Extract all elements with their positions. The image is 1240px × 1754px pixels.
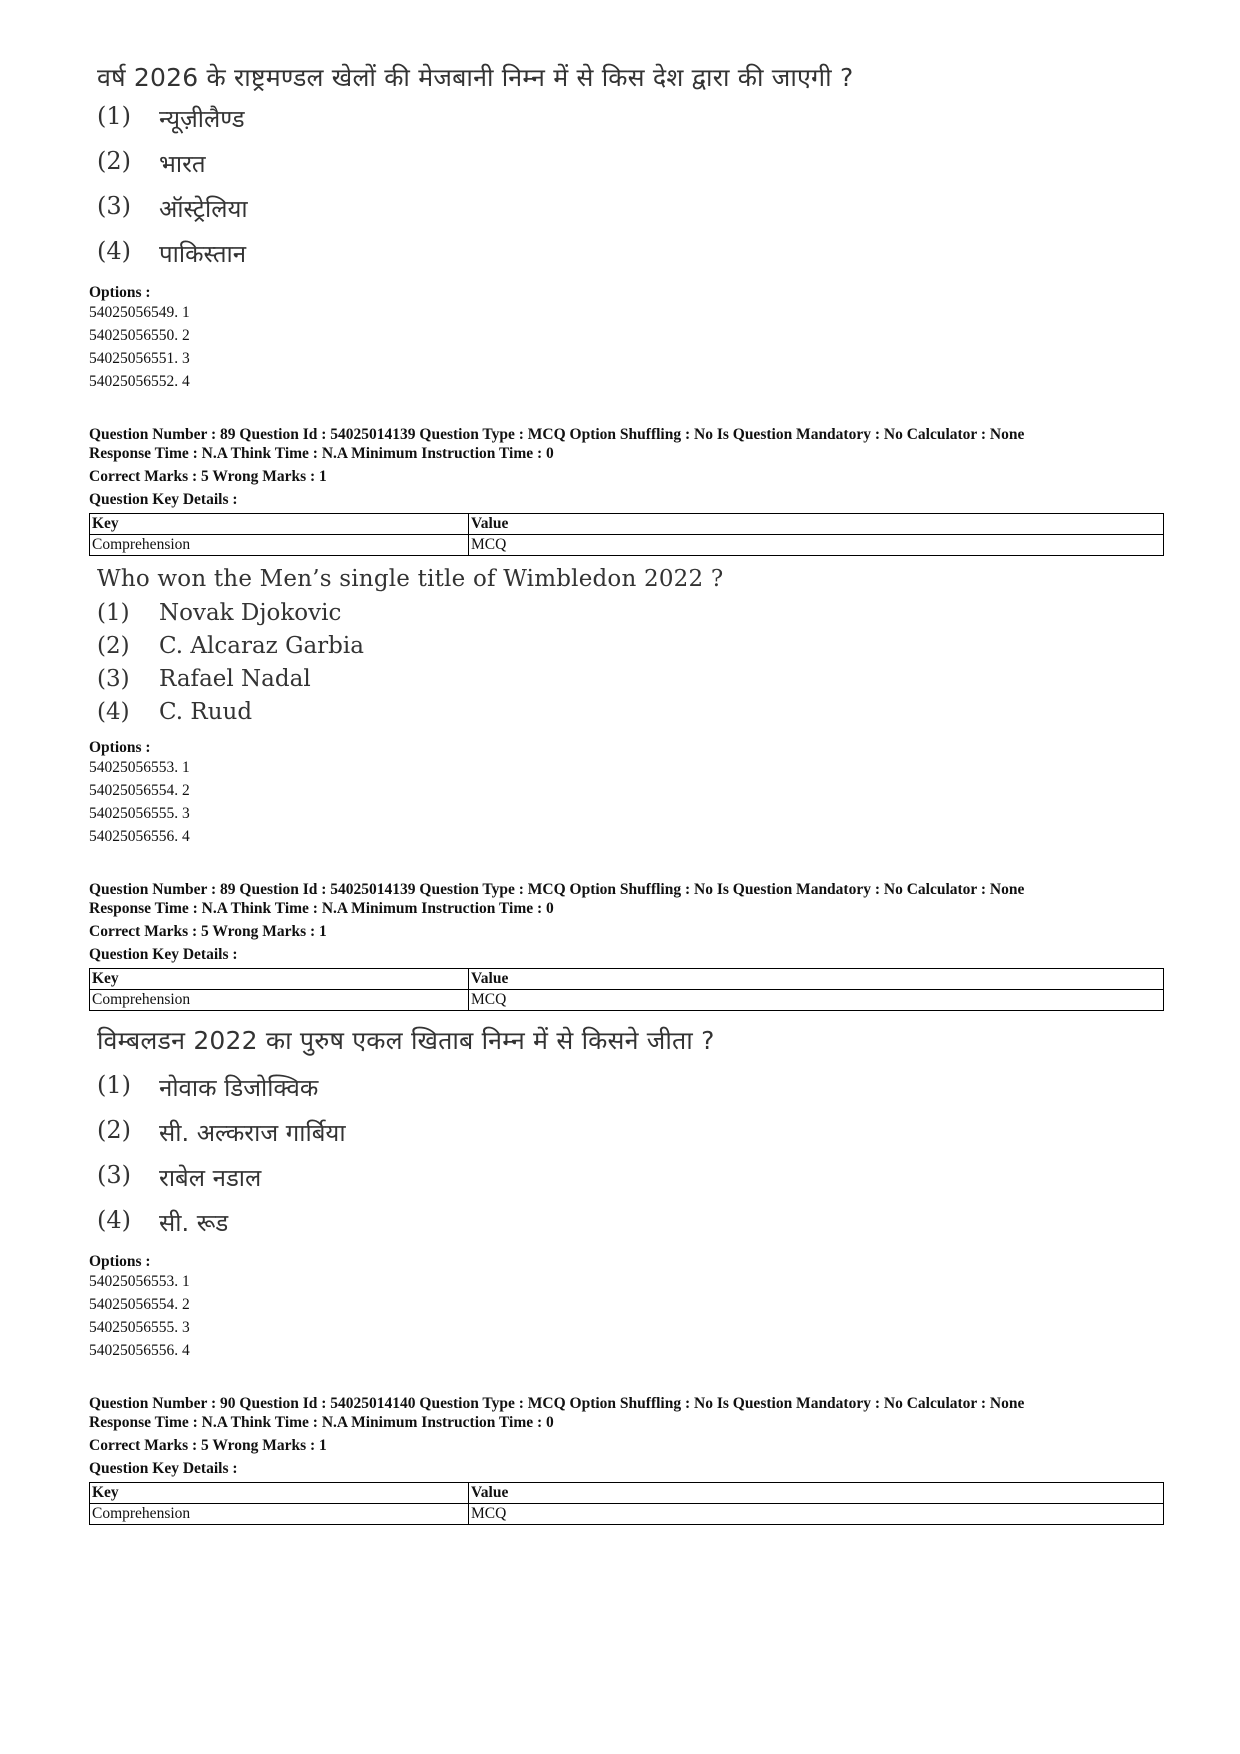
- table-header-cell: Value: [469, 969, 1164, 990]
- table-header-row: [90, 514, 1164, 535]
- question-block-commonwealth: [89, 60, 1164, 270]
- option-3: [97, 1161, 1164, 1194]
- option-number: (4): [97, 237, 131, 265]
- option-number: (3): [97, 666, 130, 692]
- question-stem: Who won the Men’s single title of Wimbledon 2022 ?: [97, 566, 724, 592]
- table-cell: MCQ: [469, 990, 1164, 1011]
- option-number: (1): [97, 1071, 131, 1099]
- option-number: (2): [97, 633, 130, 659]
- question-meta-line: Question Number : 89 Question Id : 54025014139 Question Type : MCQ Option Shuffling : No Is Question Mandatory : No Calculator : None: [89, 426, 1025, 443]
- option-text: न्यूज़ीलैण्ड: [159, 105, 245, 133]
- option-2: [97, 633, 1164, 659]
- option-1: [97, 102, 1164, 135]
- question-meta-block: [89, 1394, 1164, 1525]
- options-label: Options :: [89, 284, 151, 301]
- option-id: 54025056555. 3: [89, 805, 190, 822]
- table-cell: Comprehension: [90, 1504, 469, 1525]
- marks-line: Correct Marks : 5 Wrong Marks : 1: [89, 1437, 327, 1454]
- option-4: [97, 699, 1164, 725]
- table-cell: Comprehension: [90, 990, 469, 1011]
- option-text: C. Ruud: [159, 699, 253, 725]
- option-text: Rafael Nadal: [159, 666, 311, 692]
- table-header-cell: Value: [469, 1483, 1164, 1504]
- option-text: ऑस्ट्रेलिया: [159, 195, 248, 223]
- question-meta-block: [89, 425, 1164, 556]
- option-text: सी. रूड: [159, 1209, 229, 1237]
- question-meta-line: Question Number : 90 Question Id : 54025014140 Question Type : MCQ Option Shuffling : No Is Question Mandatory : No Calculator : None: [89, 1395, 1025, 1412]
- option-text: नोवाक डिजोक्विक: [159, 1074, 319, 1102]
- question-meta-line: Response Time : N.A Think Time : N.A Minimum Instruction Time : 0: [89, 900, 554, 917]
- option-text: राबेल नडाल: [159, 1164, 262, 1192]
- option-number: (3): [97, 192, 131, 220]
- table-header-cell: Key: [90, 1483, 469, 1504]
- table-cell: MCQ: [469, 535, 1164, 556]
- option-id: 54025056549. 1: [89, 304, 190, 321]
- option-text: सी. अल्कराज गार्बिया: [159, 1119, 346, 1147]
- key-details-table: [89, 1482, 1164, 1525]
- option-number: (2): [97, 1116, 131, 1144]
- key-details-label: Question Key Details :: [89, 1460, 238, 1477]
- option-id: 54025056552. 4: [89, 373, 190, 390]
- options-label: Options :: [89, 1253, 151, 1270]
- option-text: भारत: [159, 150, 206, 178]
- table-header-cell: Key: [90, 969, 469, 990]
- table-header-cell: Value: [469, 514, 1164, 535]
- table-header-row: [90, 1483, 1164, 1504]
- option-text: पाकिस्तान: [159, 240, 247, 268]
- option-id: 54025056555. 3: [89, 1319, 190, 1336]
- option-id: 54025056556. 4: [89, 1342, 190, 1359]
- table-row: [90, 1504, 1164, 1525]
- document-page: [89, 60, 1164, 1525]
- option-3: [97, 192, 1164, 225]
- marks-line: Correct Marks : 5 Wrong Marks : 1: [89, 468, 327, 485]
- option-id: 54025056554. 2: [89, 1296, 190, 1313]
- key-details-label: Question Key Details :: [89, 491, 238, 508]
- option-id: 54025056553. 1: [89, 759, 190, 776]
- key-details-label: Question Key Details :: [89, 946, 238, 963]
- option-text: Novak Djokovic: [159, 600, 342, 626]
- option-id: 54025056550. 2: [89, 327, 190, 344]
- option-id: 54025056553. 1: [89, 1273, 190, 1290]
- table-cell: MCQ: [469, 1504, 1164, 1525]
- option-id: 54025056556. 4: [89, 828, 190, 845]
- marks-line: Correct Marks : 5 Wrong Marks : 1: [89, 923, 327, 940]
- option-id: 54025056554. 2: [89, 782, 190, 799]
- question-stem: वर्ष 2026 के राष्ट्रमण्डल खेलों की मेजबानी निम्न में से किस देश द्वारा की जाएगी ?: [97, 63, 854, 92]
- question-meta-block: [89, 880, 1164, 1011]
- question-meta-line: Question Number : 89 Question Id : 54025014139 Question Type : MCQ Option Shuffling : No Is Question Mandatory : No Calculator : None: [89, 881, 1025, 898]
- question-meta-line: Response Time : N.A Think Time : N.A Minimum Instruction Time : 0: [89, 445, 554, 462]
- option-3: [97, 666, 1164, 692]
- question-block-wimbledon-en: [89, 566, 1164, 725]
- option-number: (3): [97, 1161, 131, 1189]
- table-cell: Comprehension: [90, 535, 469, 556]
- option-number: (1): [97, 102, 131, 130]
- option-2: [97, 147, 1164, 180]
- option-4: [97, 237, 1164, 270]
- option-number: (2): [97, 147, 131, 175]
- option-4: [97, 1206, 1164, 1239]
- option-number: (4): [97, 699, 130, 725]
- option-1: [97, 1071, 1164, 1104]
- question-stem: विम्बलडन 2022 का पुरुष एकल खिताब निम्न में से किसने जीता ?: [97, 1026, 715, 1055]
- option-text: C. Alcaraz Garbia: [159, 633, 364, 659]
- question-block-wimbledon-hi: [89, 1023, 1164, 1239]
- key-details-table: [89, 968, 1164, 1011]
- key-details-table: [89, 513, 1164, 556]
- question-meta-line: Response Time : N.A Think Time : N.A Minimum Instruction Time : 0: [89, 1414, 554, 1431]
- options-label: Options :: [89, 739, 151, 756]
- table-row: [90, 990, 1164, 1011]
- table-header-row: [90, 969, 1164, 990]
- option-number: (1): [97, 600, 130, 626]
- option-1: [97, 600, 1164, 626]
- option-id: 54025056551. 3: [89, 350, 190, 367]
- option-number: (4): [97, 1206, 131, 1234]
- table-row: [90, 535, 1164, 556]
- table-header-cell: Key: [90, 514, 469, 535]
- option-2: [97, 1116, 1164, 1149]
